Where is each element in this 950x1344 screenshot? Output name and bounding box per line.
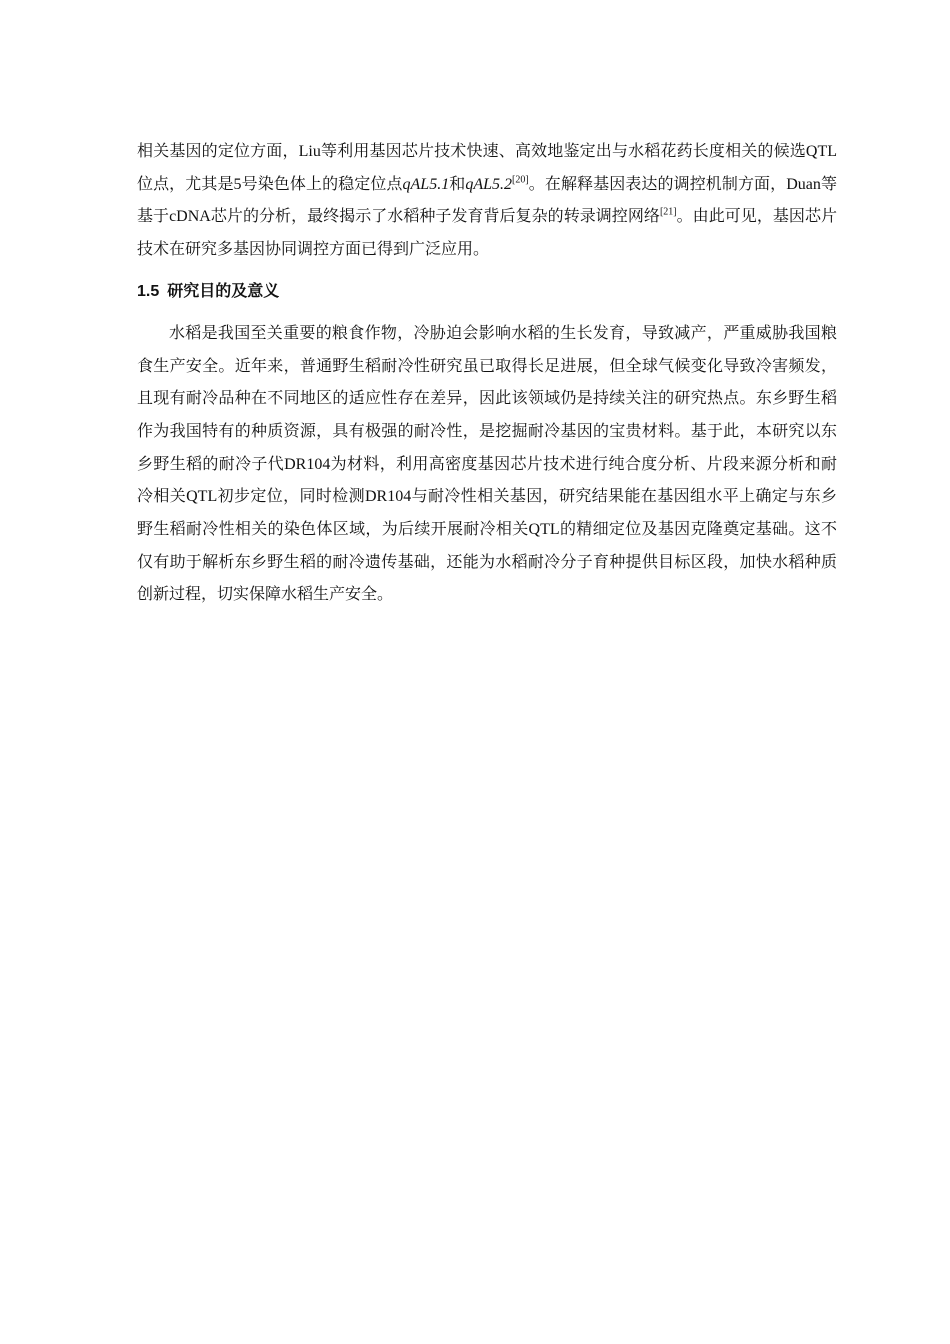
section-title: 研究目的及意义 [167,282,280,300]
paragraph-text: 相关基因的定位方面，Liu等利用基因芯片技术快速、高效地鉴定出与水稻花药长度相关的候选QTL位点，尤其是5号染色体上的稳定位点 [137,143,837,193]
gene-name: qAL5.1 [402,175,450,193]
gene-name: qAL5.2 [465,175,513,193]
paragraph-text: 。在解释基因表达的调控机制方面，Duan等基于cDNA芯片的分析，最终揭示了水稻种子发育背后复杂的转录调控网络 [137,175,837,226]
paragraph-text: 。由此可见，基因芯片技术在研究多基因协同调控方面已得到广泛应用。 [137,208,837,259]
section-number: 1.5 [137,282,160,300]
citation-marker: [21] [659,207,677,219]
document-body [137,136,837,612]
paragraph-gene-chip-applications [137,136,837,267]
section-heading [137,276,837,308]
citation-marker: [20] [512,174,529,186]
conjunction-text: 和 [449,175,466,193]
paragraph-research-purpose: 水稻是我国至关重要的粮食作物，冷胁迫会影响水稻的生长发育，导致减产，严重威胁我国粮食生产安全。近年来，普通野生稻耐冷性研究虽已取得长足进展，但全球气候变化导致冷害频发，且现有耐冷品种在不同地区的适应性存在差异，因此该领域仍是持续关注的研究热点。东乡野生稻作为我国特有的种质资源，具有极强的耐冷性，是挖掘耐冷基因的宝贵材料。基于此，本研究以东乡野生稻的耐冷子代DR104为材料，利用高密度基因芯片技术进行纯合度分析、片段来源分析和耐冷相关QTL初步定位，同时检测DR104与耐冷性相关基因，研究结果能在基因组水平上确定与东乡野生稻耐冷性相关的染色体区域，为后续开展耐冷相关QTL的精细定位及基因克隆奠定基础。这不仅有助于解析东乡野生稻的耐冷遗传基础，还能为水稻耐冷分子育种提供目标区段，加快水稻种质创新过程，切实保障水稻生产安全。 [137,324,837,604]
